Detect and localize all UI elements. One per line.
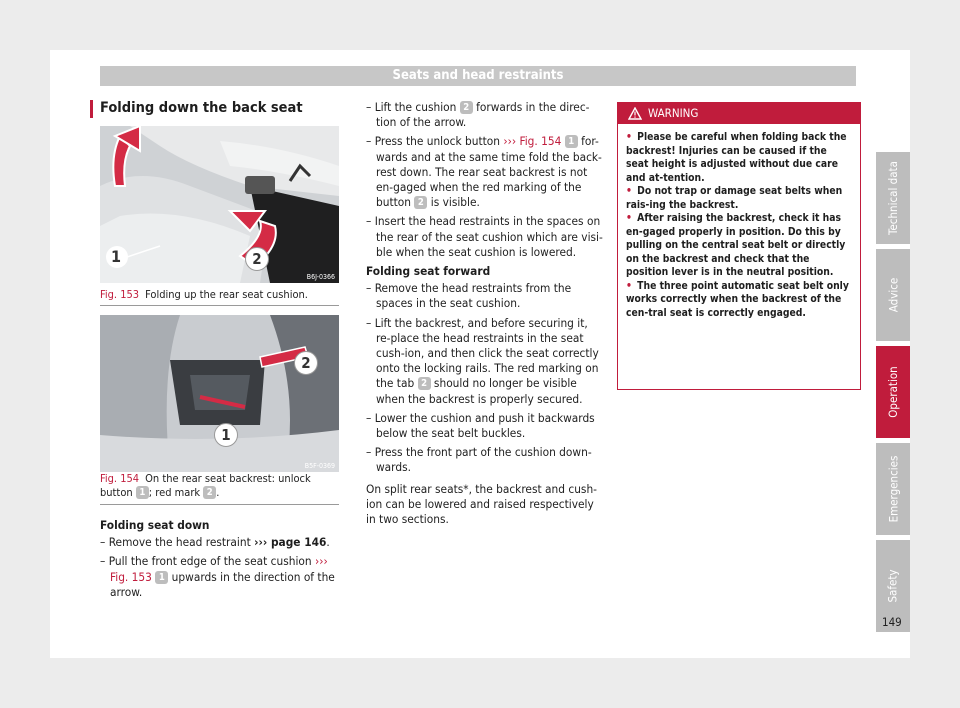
left-column-text: [100, 514, 345, 604]
middle-column-text: [366, 100, 604, 527]
list-item: [366, 134, 604, 210]
list-item: [100, 535, 345, 550]
text: upwards in the direction of the arrow.: [110, 569, 335, 599]
callout-badge: 1: [136, 486, 149, 499]
list-item: – Remove the head restraints from the spaces in the seat cushion.: [366, 281, 604, 311]
warning-item: [626, 185, 852, 212]
figure-154-rule: [100, 504, 339, 505]
tab-technical-data[interactable]: [876, 152, 910, 244]
text: After raising the backrest, check it has en-gaged properly in position. Do this by pulling on the central seat belt or directly on the backrest and check that the position lever is in the neutral position.: [626, 212, 846, 278]
split-seat-note: On split rear seats*, the backrest and cush-ion can be lowered and raised respectively in two sections.: [366, 481, 598, 527]
backrest-illustration: [100, 315, 339, 472]
link[interactable]: ››› Fig. 153: [110, 554, 328, 584]
callout-badge: 2: [414, 196, 427, 209]
callout-badge: 2: [203, 486, 216, 499]
tab-label: Emergencies: [886, 455, 901, 523]
figure-154-marker-2: 2: [294, 351, 318, 375]
seat-cushion-illustration: [100, 126, 339, 283]
figure-154-caption-text: ; red mark: [148, 486, 201, 499]
warning-header: [618, 103, 860, 124]
figure-153-code: B6J-0366: [306, 273, 335, 281]
figure-154-code: B5F-0369: [304, 462, 335, 470]
text: for-wards and at the same time fold the back-rest down. The rear seat backrest is not en-gaged when the red marking of the button: [376, 134, 602, 210]
list-item: [366, 100, 604, 130]
warning-body: [618, 124, 860, 320]
section-title: Folding down the back seat: [100, 100, 303, 116]
text: Please be careful when folding back the backrest! Injuries can be caused if the seat height is adjusted without due care and at-tention.: [626, 131, 847, 184]
tab-advice[interactable]: [876, 249, 910, 341]
tab-label: Safety: [886, 569, 900, 603]
figure-153-number: Fig. 153: [100, 288, 140, 301]
tab-operation[interactable]: [876, 346, 910, 438]
callout-badge: 2: [460, 101, 473, 114]
text: Lift the backrest, and before securing it, re-place the head restraints in the seat cush-ion, and then click the seat correctly onto the locking rails. The red marking on the tab: [374, 315, 599, 391]
warning-triangle-icon: [628, 107, 642, 120]
list-item: [366, 316, 604, 407]
figure-153-marker-1: 1: [111, 247, 122, 266]
page-number: 149: [882, 615, 902, 629]
text: forwards in the direc-tion of the arrow.: [376, 100, 590, 130]
tab-label: Technical data: [886, 161, 900, 235]
text: is visible.: [427, 195, 480, 210]
text: Press the unlock button: [374, 134, 504, 149]
chapter-band: Seats and head restraints: [100, 66, 856, 86]
link[interactable]: ››› Fig. 154: [503, 134, 562, 149]
callout-badge: 2: [418, 377, 431, 390]
text: .: [326, 535, 330, 550]
bullet-icon: •: [626, 131, 632, 143]
figure-154-caption-text: .: [216, 486, 220, 499]
figure-153-caption-text: Folding up the rear seat cushion.: [145, 288, 308, 301]
warning-item: [626, 280, 852, 321]
figure-154-image: [100, 315, 339, 472]
figure-153-caption: [100, 288, 339, 302]
text: Do not trap or damage seat belts when rais-ing the backrest.: [626, 185, 843, 211]
figure-153-image: [100, 126, 339, 283]
callout-badge: 1: [565, 135, 578, 148]
bullet-icon: •: [626, 279, 632, 292]
list-item: – Lower the cushion and push it backwards below the seat belt buckles.: [366, 411, 604, 441]
tab-label: Operation: [886, 366, 900, 418]
figure-153-marker-2: 2: [245, 247, 269, 271]
heading-folding-seat-forward: Folding seat forward: [366, 264, 491, 279]
tab-label: Advice: [886, 277, 900, 313]
warning-title: WARNING: [648, 106, 699, 120]
figure-154-caption-text: On the rear seat backrest: unlock button: [100, 472, 311, 499]
warning-box: [617, 102, 861, 390]
text: Pull the front edge of the seat cushion: [108, 554, 315, 569]
figure-154-marker-1: 1: [214, 423, 238, 447]
bullet-icon: •: [626, 185, 632, 197]
figure-153-rule: [100, 305, 339, 306]
tab-emergencies[interactable]: [876, 443, 910, 535]
figure-154-number: Fig. 154: [100, 472, 140, 485]
warning-item: [626, 131, 852, 185]
text: Remove the head restraint: [108, 535, 255, 550]
heading-folding-seat-down: Folding seat down: [100, 518, 210, 532]
list-item: – Press the front part of the cushion down-wards.: [366, 445, 604, 475]
text: should no longer be visible when the backrest is properly secured.: [376, 376, 583, 406]
text: The three point automatic seat belt only works correctly when the backrest of the cen-tral seat is correctly engaged.: [626, 279, 849, 319]
callout-badge: 1: [155, 571, 168, 584]
bullet-icon: •: [626, 212, 632, 224]
manual-page: [50, 50, 910, 658]
warning-item: [626, 212, 852, 280]
text: Lift the cushion: [374, 100, 460, 114]
list-item: – Insert the head restraints in the spaces on the rear of the seat cushion which are visi-ble when the seat cushion is lowered.: [366, 214, 604, 260]
figure-154-caption: [100, 472, 339, 500]
link[interactable]: ››› page 146: [254, 535, 327, 550]
list-item: [100, 554, 345, 600]
